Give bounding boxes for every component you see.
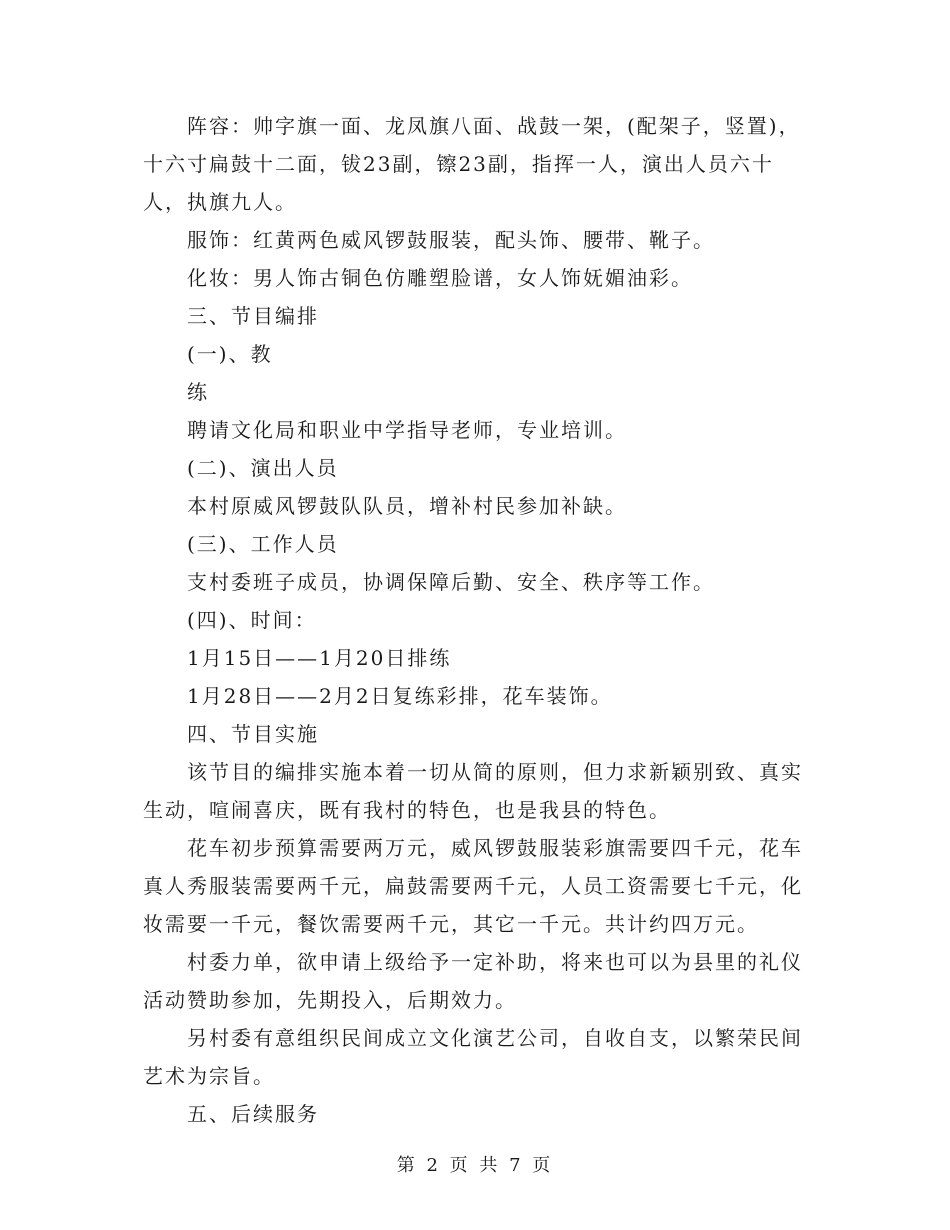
- paragraph-budget: 花车初步预算需要两万元，威风锣鼓服装彩旗需要四千元，花车真人秀服装需要两千元，扁鼓需要两千元，人员工资需要七千元，化妆需要一千元，餐饮需要两千元，其它一千元。共计约四万元。: [143, 836, 803, 936]
- paragraph-time-rehearsal: 1月15日——1月20日排练: [187, 646, 452, 670]
- paragraph-staff: 支村委班子成员，协调保障后勤、安全、秩序等工作。: [187, 570, 715, 594]
- page-number-footer: 第 2 页 共 7 页: [396, 1155, 554, 1176]
- subheading-coaching-part2: 练: [187, 380, 209, 404]
- section-heading-program-arrangement: 三、节目编排: [187, 304, 319, 328]
- subheading-performers: (二)、演出人员: [187, 456, 339, 480]
- paragraph-coaching: 聘请文化局和职业中学指导老师，专业培训。: [187, 418, 627, 442]
- paragraph-time-dress-rehearsal: 1月28日——2月2日复练彩排，花车装饰。: [187, 684, 613, 708]
- paragraph-costume: 服饰：红黄两色威风锣鼓服装，配头饰、腰带、靴子。: [187, 228, 715, 252]
- subheading-staff: (三)、工作人员: [187, 532, 339, 556]
- paragraph-performers: 本村原威风锣鼓队队员，增补村民参加补缺。: [187, 494, 627, 518]
- paragraph-lineup: 阵容：帅字旗一面、龙凤旗八面、战鼓一架，(配架子，竖置)，十六寸扁鼓十二面，钹23副，镲23副，指挥一人，演出人员六十人，执旗九人。: [143, 114, 801, 214]
- section-heading-program-implementation: 四、节目实施: [187, 722, 319, 746]
- section-heading-follow-up: 五、后续服务: [187, 1102, 319, 1126]
- paragraph-principle: 该节目的编排实施本着一切从简的原则，但力求新颖别致、真实生动，喧闹喜庆，既有我村的特色，也是我县的特色。: [143, 760, 803, 822]
- paragraph-makeup: 化妆：男人饰古铜色仿雕塑脸谱，女人饰妩媚油彩。: [187, 266, 693, 290]
- paragraph-subsidy: 村委力单，欲申请上级给予一定补助，将来也可以为县里的礼仪活动赞助参加，先期投入，后期效力。: [143, 950, 803, 1012]
- document-body: [143, 107, 808, 1133]
- paragraph-company: 另村委有意组织民间成立文化演艺公司，自收自支，以繁荣民间艺术为宗旨。: [143, 1026, 803, 1088]
- subheading-coaching-part1: (一)、教: [187, 342, 273, 366]
- subheading-time: (四)、时间：: [187, 608, 317, 632]
